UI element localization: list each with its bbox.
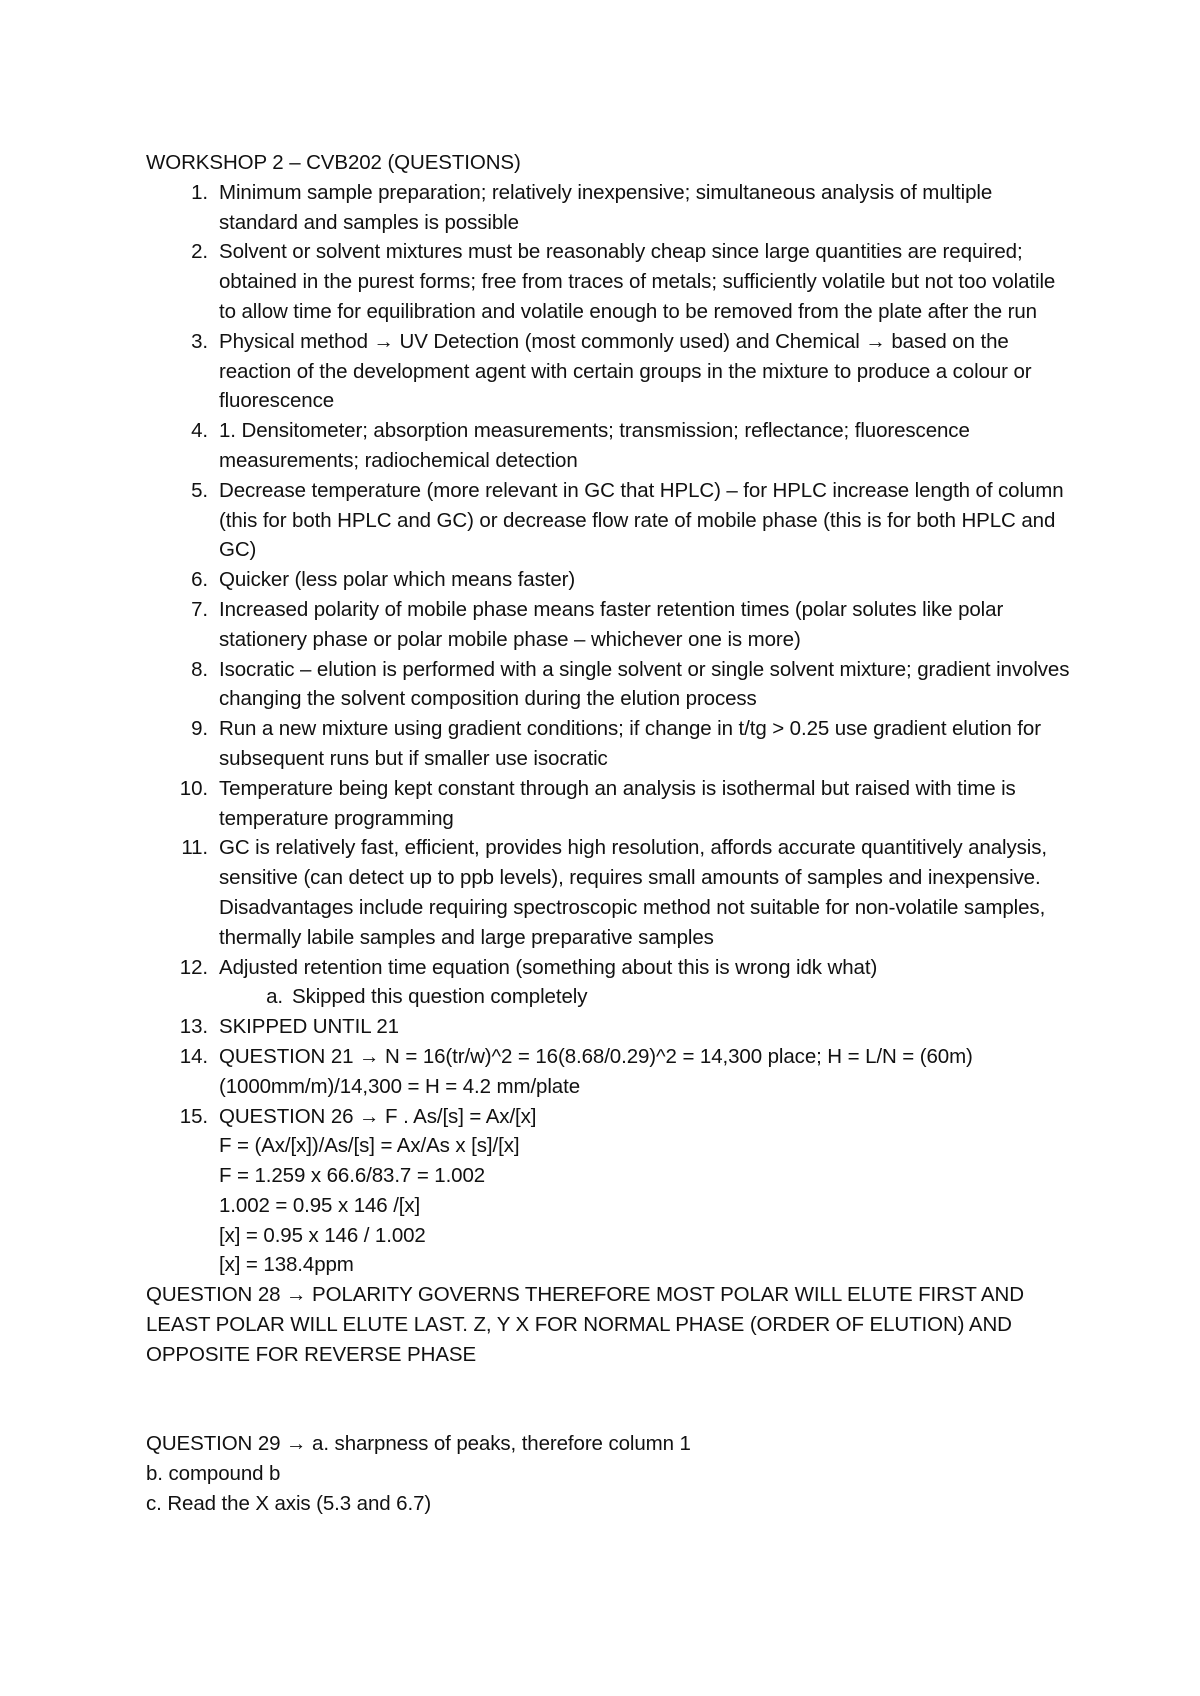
item-text: Physical method → UV Detection (most commonly used) and Chemical → based on the reaction of the development agent with certain groups in the mixture to produce a colour or fluorescence [219,329,1032,413]
item-text: Temperature being kept constant through an analysis is isothermal but raised with time is temperature programming [219,776,1016,830]
document-title: WORKSHOP 2 – CVB202 (QUESTIONS) [146,151,521,174]
item-number: 12. [179,955,208,979]
question-28-paragraph: QUESTION 28 → POLARITY GOVERNS THEREFORE MOST POLAR WILL ELUTE FIRST AND LEAST POLAR WILL ELUTE LAST. Z, Y X FOR NORMAL PHASE (ORDER OF ELUTION) AND OPPOSITE FOR REVERSE PHASE [146,1283,1024,1366]
item-text: Quicker (less polar which means faster) [219,568,576,592]
item-number: 13. [179,1015,208,1039]
item-text: GC is relatively fast, efficient, provides high resolution, affords accurate quantitively analysis, sensitive (can detect up to ppb levels), requires small amounts of samples and inexpensive. Disadvantages include requiring spectroscopic method not suitable for non-volatile samples, thermally labile samples and large preparative samples [219,836,1047,949]
item-number: 1. [191,180,208,204]
item-number: 4. [191,419,208,443]
list-item [146,416,1076,476]
item-text: Run a new mixture using gradient conditions; if change in t/tg > 0.25 use gradient elution for subsequent runs but if smaller use isocratic [219,717,1041,770]
list-item [146,595,1076,655]
item-number: 15. [179,1104,208,1128]
list-item [146,833,1076,952]
question-29-part-a: QUESTION 29 → a. sharpness of peaks, therefore column 1 [146,1432,691,1456]
sub-item-text: Skipped this question completely [292,985,588,1009]
item-text: Increased polarity of mobile phase means faster retention times (polar solutes like polar stationery phase or polar mobile phase – whichever one is more) [219,597,1004,651]
question-29-part-c: c. Read the X axis (5.3 and 6.7) [146,1491,432,1515]
item-number: 8. [191,657,208,681]
item-number: 10. [179,776,208,800]
item-number: 9. [191,717,208,741]
item-number: 7. [191,597,208,621]
calculation-line: [x] = 138.4ppm [219,1253,354,1277]
list-item [146,1012,1076,1042]
sub-item-letter: a. [266,985,283,1009]
list-item [146,565,1076,595]
item-number: 2. [191,240,208,264]
item-text: Decrease temperature (more relevant in GC that HPLC) – for HPLC increase length of column (this for both HPLC and GC) or decrease flow rate of mobile phase (this is for both HPLC and GC) [219,478,1064,562]
answer-list [146,178,1076,1280]
calculation-line: [x] = 0.95 x 146 / 1.002 [219,1223,426,1247]
list-item [146,714,1076,774]
list-item [146,774,1076,834]
item-number: 14. [179,1044,208,1068]
calculation-line: F = 1.259 x 66.6/83.7 = 1.002 [219,1164,486,1188]
item-text: 1. Densitometer; absorption measurements; transmission; reflectance; fluorescence measurements; radiochemical detection [219,419,970,472]
item-text: Solvent or solvent mixtures must be reasonably cheap since large quantities are required; obtained in the purest forms; free from traces of metals; sufficiently volatile but not too volatile to allow time for equilibration and volatile enough to be removed from the plate after the run [219,240,1056,323]
sub-list [219,982,1076,1012]
list-item [146,237,1076,326]
list-item [146,1102,1076,1281]
item-text: Adjusted retention time equation (something about this is wrong idk what) [219,955,878,979]
item-text: Minimum sample preparation; relatively inexpensive; simultaneous analysis of multiple standard and samples is possible [219,180,993,234]
question-29-part-b: b. compound b [146,1462,281,1486]
calculation-line: F = (Ax/[x])/As/[s] = Ax/As x [s]/[x] [219,1134,520,1158]
item-number: 11. [181,836,208,860]
list-item [146,476,1076,565]
document-body [146,148,1076,1519]
list-item [146,327,1076,416]
item-text: Isocratic – elution is performed with a single solvent or single solvent mixture; gradient involves changing the solvent composition during the elution process [219,657,1070,711]
item-text: SKIPPED UNTIL 21 [219,1015,399,1039]
item-number: 3. [191,329,208,353]
list-item [146,1042,1076,1102]
item-number: 6. [191,568,208,592]
item-number: 5. [191,478,208,502]
item-text: QUESTION 21 → N = 16(tr/w)^2 = 16(8.68/0.29)^2 = 14,300 place; H = L/N = (60m) (1000mm/m)/14,300 = H = 4.2 mm/plate [219,1044,973,1098]
list-item [146,953,1076,1013]
list-item [146,655,1076,715]
sub-list-item [219,982,1076,1012]
blank-spacer [146,1370,1076,1430]
item-text: QUESTION 26 → F . As/[s] = Ax/[x] [219,1104,537,1128]
list-item [146,178,1076,238]
calculation-line: 1.002 = 0.95 x 146 /[x] [219,1193,421,1217]
